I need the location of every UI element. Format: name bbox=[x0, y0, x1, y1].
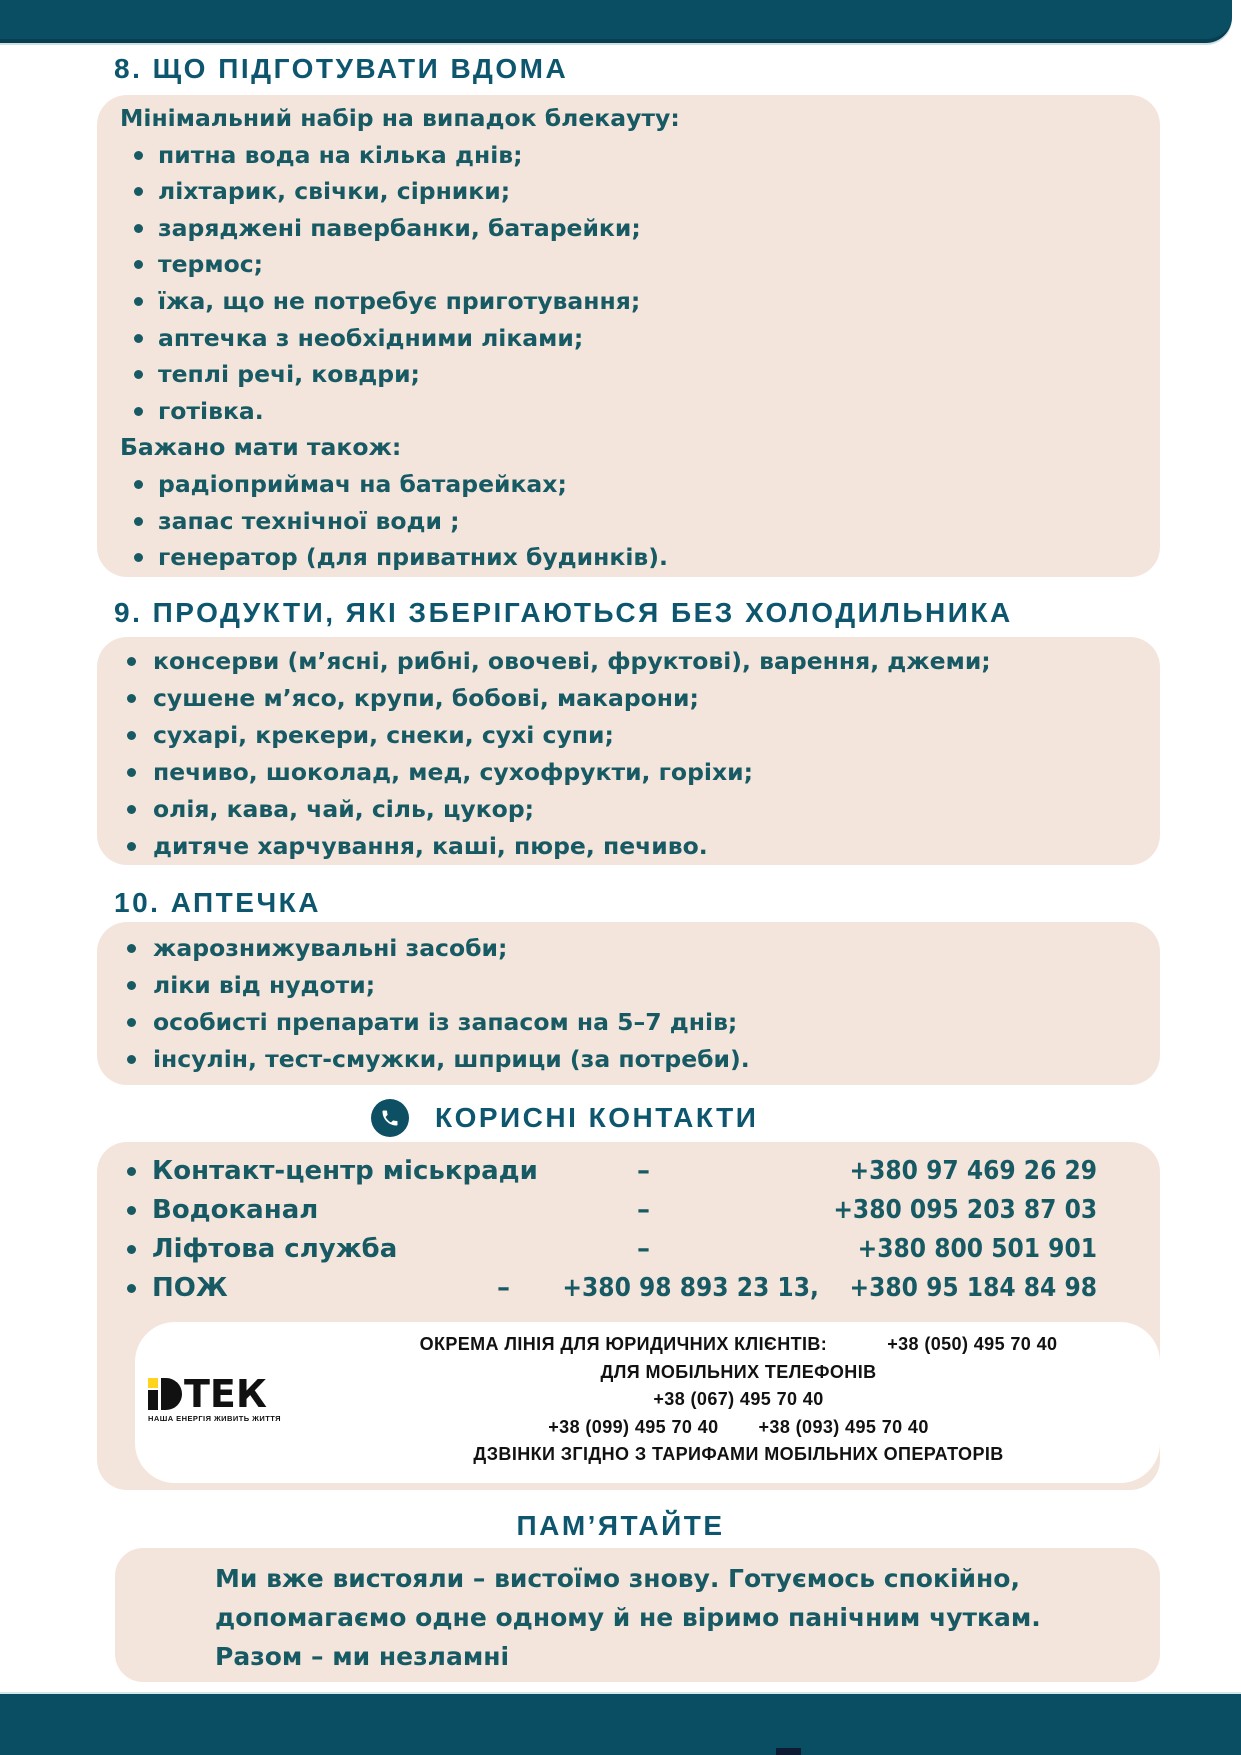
list-item: радіоприймач на батарейках; bbox=[97, 466, 1160, 503]
contact-name: ПОЖ bbox=[152, 1273, 228, 1303]
bullet-icon bbox=[134, 517, 143, 526]
list-item: заряджені павербанки, батарейки; bbox=[97, 210, 1160, 247]
list-item: сухарі, крекери, снеки, сухі супи; bbox=[97, 717, 1160, 754]
bottom-bar bbox=[0, 1694, 1241, 1755]
section-8-intro-2: Бажано мати також: bbox=[120, 433, 402, 462]
bullet-icon bbox=[127, 944, 136, 953]
bullet-icon bbox=[127, 694, 136, 703]
footer-mark bbox=[776, 1748, 801, 1755]
contact-dash: – bbox=[637, 1195, 650, 1225]
dtek-logo-mark bbox=[148, 1372, 298, 1416]
contact-name: Контакт-центр міськради bbox=[152, 1156, 538, 1186]
list-item: олія, кава, чай, сіль, цукор; bbox=[97, 791, 1160, 828]
bullet-icon bbox=[127, 1284, 136, 1293]
contact-numbers: +380 98 893 23 13, +380 95 184 84 98 bbox=[562, 1273, 1097, 1303]
list-item: термос; bbox=[97, 246, 1160, 283]
bullet-icon bbox=[134, 224, 143, 233]
contact-name: Ліфтова служба bbox=[152, 1234, 398, 1264]
list-item: питна вода на кілька днів; bbox=[97, 137, 1160, 174]
list-item: їжа, що не потребує приготування; bbox=[97, 283, 1160, 320]
remember-line: Разом – ми незламні bbox=[215, 1642, 510, 1671]
section-10-title: 10. АПТЕЧКА bbox=[114, 887, 321, 918]
contact-number: +380 800 501 901 bbox=[857, 1234, 1097, 1264]
hotline-lines bbox=[335, 1331, 1142, 1469]
list-item: печиво, шоколад, мед, сухофрукти, горіхи; bbox=[97, 754, 1160, 791]
contact-row bbox=[97, 1230, 1160, 1269]
contacts-header bbox=[0, 1099, 1241, 1137]
section-10-panel bbox=[97, 922, 1160, 1085]
bullet-icon bbox=[127, 1245, 136, 1254]
contact-number: +380 97 469 26 29 bbox=[849, 1156, 1097, 1186]
bullet-icon bbox=[127, 768, 136, 777]
section-8-title: 8. ЩО ПІДГОТУВАТИ ВДОМА bbox=[114, 53, 569, 84]
list-item: аптечка з необхідними ліками; bbox=[97, 320, 1160, 357]
remember-panel bbox=[115, 1548, 1160, 1682]
list-item: теплі речі, ковдри; bbox=[97, 356, 1160, 393]
dtek-d-glyph-icon bbox=[148, 1378, 182, 1410]
bullet-icon bbox=[127, 981, 136, 990]
list-item: ліки від нудоти; bbox=[97, 967, 1160, 1004]
phone-icon bbox=[371, 1099, 409, 1137]
bullet-icon bbox=[127, 1167, 136, 1176]
top-bar bbox=[0, 0, 1232, 43]
bullet-icon bbox=[127, 842, 136, 851]
contact-row bbox=[97, 1152, 1160, 1191]
hotline-line: ДЗВІНКИ ЗГІДНО З ТАРИФАМИ МОБІЛЬНИХ ОПЕРАТОРІВ bbox=[473, 1444, 1004, 1464]
contact-dash: – bbox=[637, 1234, 650, 1264]
contact-name: Водоканал bbox=[152, 1195, 319, 1225]
contact-row bbox=[97, 1191, 1160, 1230]
hotline-line: +38 (099) 495 70 40 +38 (093) 495 70 40 bbox=[548, 1416, 929, 1437]
list-item: готівка. bbox=[97, 393, 1160, 430]
bullet-icon bbox=[134, 480, 143, 489]
bullet-icon bbox=[127, 1206, 136, 1215]
dtek-hotline-box bbox=[135, 1322, 1160, 1483]
bullet-icon bbox=[134, 297, 143, 306]
section-9-panel bbox=[97, 637, 1160, 865]
list-item: жарознижувальні засоби; bbox=[97, 930, 1160, 967]
hotline-line: ДЛЯ МОБІЛЬНИХ ТЕЛЕФОНІВ bbox=[600, 1361, 877, 1382]
list-item: дитяче харчування, каші, пюре, печиво. bbox=[97, 828, 1160, 865]
hotline-line: +38 (067) 495 70 40 bbox=[653, 1389, 824, 1409]
dtek-logo bbox=[148, 1372, 298, 1423]
bullet-icon bbox=[134, 553, 143, 562]
bullet-icon bbox=[134, 260, 143, 269]
contact-dash: – bbox=[637, 1156, 650, 1186]
contact-number: +380 095 203 87 03 bbox=[833, 1195, 1097, 1225]
section-8-intro: Мінімальний набір на випадок блекауту: bbox=[120, 104, 680, 132]
section-9-title: 9. ПРОДУКТИ, ЯКІ ЗБЕРІГАЮТЬСЯ БЕЗ ХОЛОДИЛЬНИКА bbox=[114, 597, 1013, 628]
list-item: запас технічної води ; bbox=[97, 503, 1160, 540]
remember-line: Ми вже вистояли – вистоїмо знову. Готуємось спокійно, bbox=[215, 1564, 1020, 1593]
bullet-icon bbox=[127, 731, 136, 740]
list-item: ліхтарик, свічки, сірники; bbox=[97, 173, 1160, 210]
bullet-icon bbox=[134, 407, 143, 416]
bullet-icon bbox=[134, 370, 143, 379]
remember-title: ПАМ’ЯТАЙТЕ bbox=[516, 1510, 725, 1541]
hotline-line: ОКРЕМА ЛІНІЯ ДЛЯ ЮРИДИЧНИХ КЛІЄНТІВ: +38 (050) 495 70 40 bbox=[419, 1334, 1058, 1354]
remember-line: допомагаємо одне одному й не віримо панічним чуткам. bbox=[215, 1603, 1041, 1632]
list-item: інсулін, тест-смужки, шприци (за потреби). bbox=[97, 1041, 1160, 1078]
contact-row bbox=[97, 1269, 1160, 1308]
contact-dash: – bbox=[497, 1273, 510, 1303]
bullet-icon bbox=[134, 334, 143, 343]
list-item: сушене м’ясо, крупи, бобові, макарони; bbox=[97, 680, 1160, 717]
bullet-icon bbox=[127, 1018, 136, 1027]
dtek-logo-letters: ТЕК bbox=[184, 1372, 267, 1416]
bullet-icon bbox=[127, 1055, 136, 1064]
contacts-title: КОРИСНІ КОНТАКТИ bbox=[435, 1102, 759, 1133]
section-8-panel bbox=[97, 95, 1160, 577]
list-item: консерви (м’ясні, рибні, овочеві, фруктові), варення, джеми; bbox=[97, 643, 1160, 680]
bullet-icon bbox=[127, 657, 136, 666]
bullet-icon bbox=[127, 805, 136, 814]
list-item: особисті препарати із запасом на 5–7 днів; bbox=[97, 1004, 1160, 1041]
dtek-tagline: НАША ЕНЕРГІЯ ЖИВИТЬ ЖИТТЯ bbox=[148, 1414, 282, 1423]
bullet-icon bbox=[134, 187, 143, 196]
list-item: генератор (для приватних будинків). bbox=[97, 539, 1160, 576]
bullet-icon bbox=[134, 151, 143, 160]
